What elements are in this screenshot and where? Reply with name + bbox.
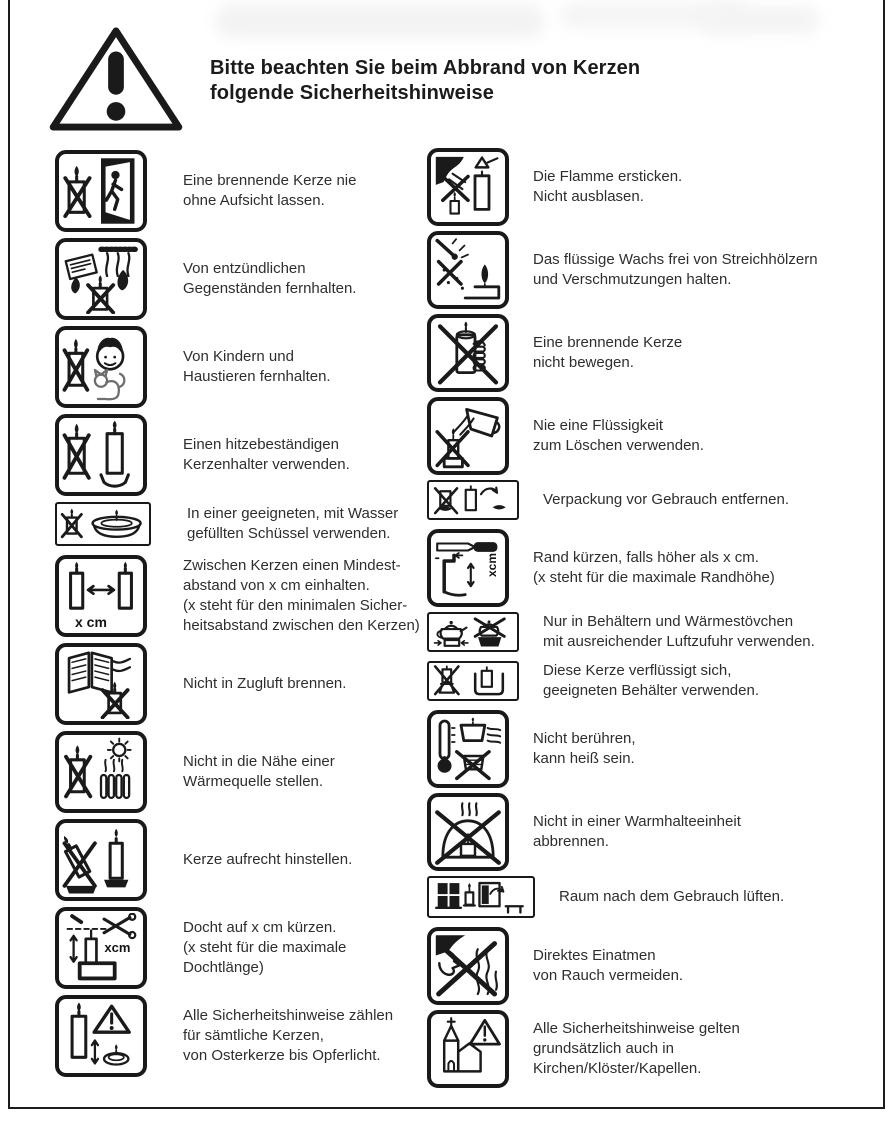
ventilate-room-icon: [427, 876, 535, 918]
safety-text: [183, 259, 356, 299]
safety-text: [183, 347, 331, 387]
upright-candle-icon: [55, 819, 147, 901]
safety-text-line: ohne Aufsicht lassen.: [183, 192, 325, 209]
hot-surface-icon: [427, 710, 509, 788]
safety-text: [533, 167, 682, 207]
safety-text-line: Wärmequelle stellen.: [183, 773, 324, 790]
icon-label: xcm: [484, 553, 499, 578]
safety-item: [427, 612, 878, 652]
safety-text: [183, 556, 420, 636]
safety-text: [533, 1019, 740, 1079]
safety-item: [427, 314, 878, 392]
page-title-line2: folgende Sicherheitshinweise: [210, 82, 494, 104]
all-candle-types-icon: [55, 995, 147, 1077]
trim-wick-icon: [55, 907, 147, 989]
right-column: [427, 148, 878, 1093]
unattended-candle-icon: [55, 150, 147, 232]
safety-text-line: abbrennen.: [533, 833, 609, 850]
icon-label: x cm: [75, 614, 107, 630]
safety-text-line: Alle Sicherheitshinweise gelten: [533, 1020, 740, 1037]
safety-item: [55, 502, 427, 546]
scan-smudge: [215, 4, 545, 38]
clean-wax-icon: [427, 231, 509, 309]
no-smoke-inhale-icon: [427, 927, 509, 1005]
safety-text-line: Nicht in einer Warmhalteeinheit: [533, 813, 741, 830]
safety-text: [183, 918, 346, 978]
safety-item: [55, 731, 427, 813]
safety-text-line: (x steht für den minimalen Sicher-: [183, 597, 408, 614]
safety-text-line: Zwischen Kerzen einen Mindest-: [183, 557, 401, 574]
safety-text-line: und Verschmutzungen halten.: [533, 271, 732, 288]
smother-flame-icon: [427, 148, 509, 226]
safety-text-line: grundsätzlich auch in: [533, 1040, 674, 1057]
safety-text: [559, 887, 784, 907]
safety-text: [183, 850, 352, 870]
candle-distance-icon: [55, 555, 147, 637]
safety-item: [427, 148, 878, 226]
safety-text-line: Nie eine Flüssigkeit: [533, 417, 664, 434]
safety-text: [533, 416, 704, 456]
safety-item: [427, 397, 878, 475]
safety-item: [55, 995, 427, 1077]
safety-item: [55, 819, 427, 901]
safety-item: [427, 927, 878, 1005]
safety-text-line: Einen hitzebeständigen: [183, 436, 339, 453]
safety-text: [533, 946, 683, 986]
warning-triangle-icon: [46, 26, 186, 132]
safety-item: [55, 907, 427, 989]
safety-item: [427, 793, 878, 871]
safety-text-line: Docht auf x cm kürzen.: [183, 919, 337, 936]
safety-text-line: Nicht ausblasen.: [533, 188, 644, 205]
safety-text-line: zum Löschen verwenden.: [533, 437, 704, 454]
safety-text-line: mit ausreichender Luftzufuhr verwenden.: [543, 633, 815, 650]
safety-text-line: gefüllten Schüssel verwenden.: [187, 525, 391, 542]
no-draft-icon: [55, 643, 147, 725]
safety-text-line: Kerze aufrecht hinstellen.: [183, 851, 353, 868]
church-use-icon: [427, 1010, 509, 1088]
safety-item: [427, 1010, 878, 1088]
safety-text: [533, 812, 741, 852]
safety-item: [427, 710, 878, 788]
safety-text-line: von Osterkerze bis Opferlicht.: [183, 1047, 381, 1064]
safety-text-line: abstand von x cm einhalten.: [183, 577, 370, 594]
safety-text: [543, 661, 759, 701]
safety-text-line: Das flüssige Wachs frei von Streichhölzern: [533, 251, 818, 268]
safety-text: [183, 1006, 393, 1066]
page-title-line1: Bitte beachten Sie beim Abbrand von Kerzen: [210, 57, 641, 79]
heat-resistant-holder-icon: [55, 414, 147, 496]
safety-text-line: Nicht berühren,: [533, 730, 636, 747]
children-pets-icon: [55, 326, 147, 408]
safety-text: [533, 548, 775, 588]
safety-text-line: (x steht für die maximale Randhöhe): [533, 569, 775, 586]
safety-text-line: Dochtlänge): [183, 959, 264, 976]
safety-text-line: Eine brennende Kerze: [533, 334, 683, 351]
safety-text-line: Von entzündlichen: [183, 260, 306, 277]
safety-text-line: Nicht in die Nähe einer: [183, 753, 335, 770]
safety-text-line: nicht bewegen.: [533, 354, 634, 371]
safety-text-line: Haustieren fernhalten.: [183, 368, 331, 385]
safety-item: [427, 529, 878, 607]
safety-text-line: Nicht in Zugluft brennen.: [183, 675, 347, 692]
no-warming-unit-icon: [427, 793, 509, 871]
safety-text: [533, 333, 682, 373]
remove-packaging-icon: [427, 480, 519, 520]
safety-text: [183, 752, 335, 792]
no-heat-source-icon: [55, 731, 147, 813]
safety-item: [55, 326, 427, 408]
safety-item: [427, 231, 878, 309]
safety-text: [543, 490, 789, 510]
safety-text-line: Raum nach dem Gebrauch lüften.: [559, 888, 785, 905]
safety-text-line: (x steht für die maximale: [183, 939, 347, 956]
safety-text-line: Von Kindern und: [183, 348, 294, 365]
safety-text-line: Kirchen/Klöster/Kapellen.: [533, 1060, 702, 1077]
liquefying-candle-icon: [427, 661, 519, 701]
no-liquid-extinguish-icon: [427, 397, 509, 475]
safety-text-line: In einer geeigneten, mit Wasser: [187, 505, 399, 522]
safety-item: [55, 555, 427, 637]
safety-item: [55, 414, 427, 496]
water-bowl-icon: [55, 502, 151, 546]
safety-text-line: Eine brennende Kerze nie: [183, 172, 357, 189]
air-supply-icon: [427, 612, 519, 652]
safety-text: [543, 612, 815, 652]
safety-text: [183, 435, 350, 475]
safety-item: [55, 150, 427, 232]
safety-text: [187, 504, 398, 544]
safety-text-line: heitsabstand zwischen den Kerzen): [183, 617, 420, 634]
safety-item: [55, 238, 427, 320]
safety-text-line: Alle Sicherheitshinweise zählen: [183, 1007, 394, 1024]
icon-label: xcm: [104, 939, 131, 955]
safety-text-line: geeigneten Behälter verwenden.: [543, 682, 759, 699]
do-not-move-icon: [427, 314, 509, 392]
safety-text-line: Direktes Einatmen: [533, 947, 656, 964]
safety-text: [533, 250, 818, 290]
trim-edge-icon: [427, 529, 509, 607]
safety-text-line: Verpackung vor Gebrauch entfernen.: [543, 491, 789, 508]
safety-text-line: Gegenständen fernhalten.: [183, 280, 357, 297]
left-column: [55, 150, 427, 1093]
safety-text-line: Nur in Behältern und Wärmestövchen: [543, 613, 794, 630]
safety-text: [183, 674, 346, 694]
safety-text-line: von Rauch vermeiden.: [533, 967, 684, 984]
safety-text-line: Diese Kerze verflüssigt sich,: [543, 662, 732, 679]
safety-item: [427, 661, 878, 701]
safety-text-line: Rand kürzen, falls höher als x cm.: [533, 549, 759, 566]
flammable-objects-icon: [55, 238, 147, 320]
safety-item: [427, 876, 878, 918]
safety-text-line: kann heiß sein.: [533, 750, 635, 767]
safety-text-line: Die Flamme ersticken.: [533, 168, 683, 185]
safety-item: [55, 643, 427, 725]
safety-text-line: Kerzenhalter verwenden.: [183, 456, 350, 473]
safety-text: [183, 171, 356, 211]
safety-item: [427, 480, 878, 520]
safety-text-line: für sämtliche Kerzen,: [183, 1027, 324, 1044]
safety-items-grid: [55, 150, 878, 1093]
safety-text: [533, 729, 636, 769]
page-title: [210, 56, 640, 106]
scan-smudge: [700, 6, 820, 34]
